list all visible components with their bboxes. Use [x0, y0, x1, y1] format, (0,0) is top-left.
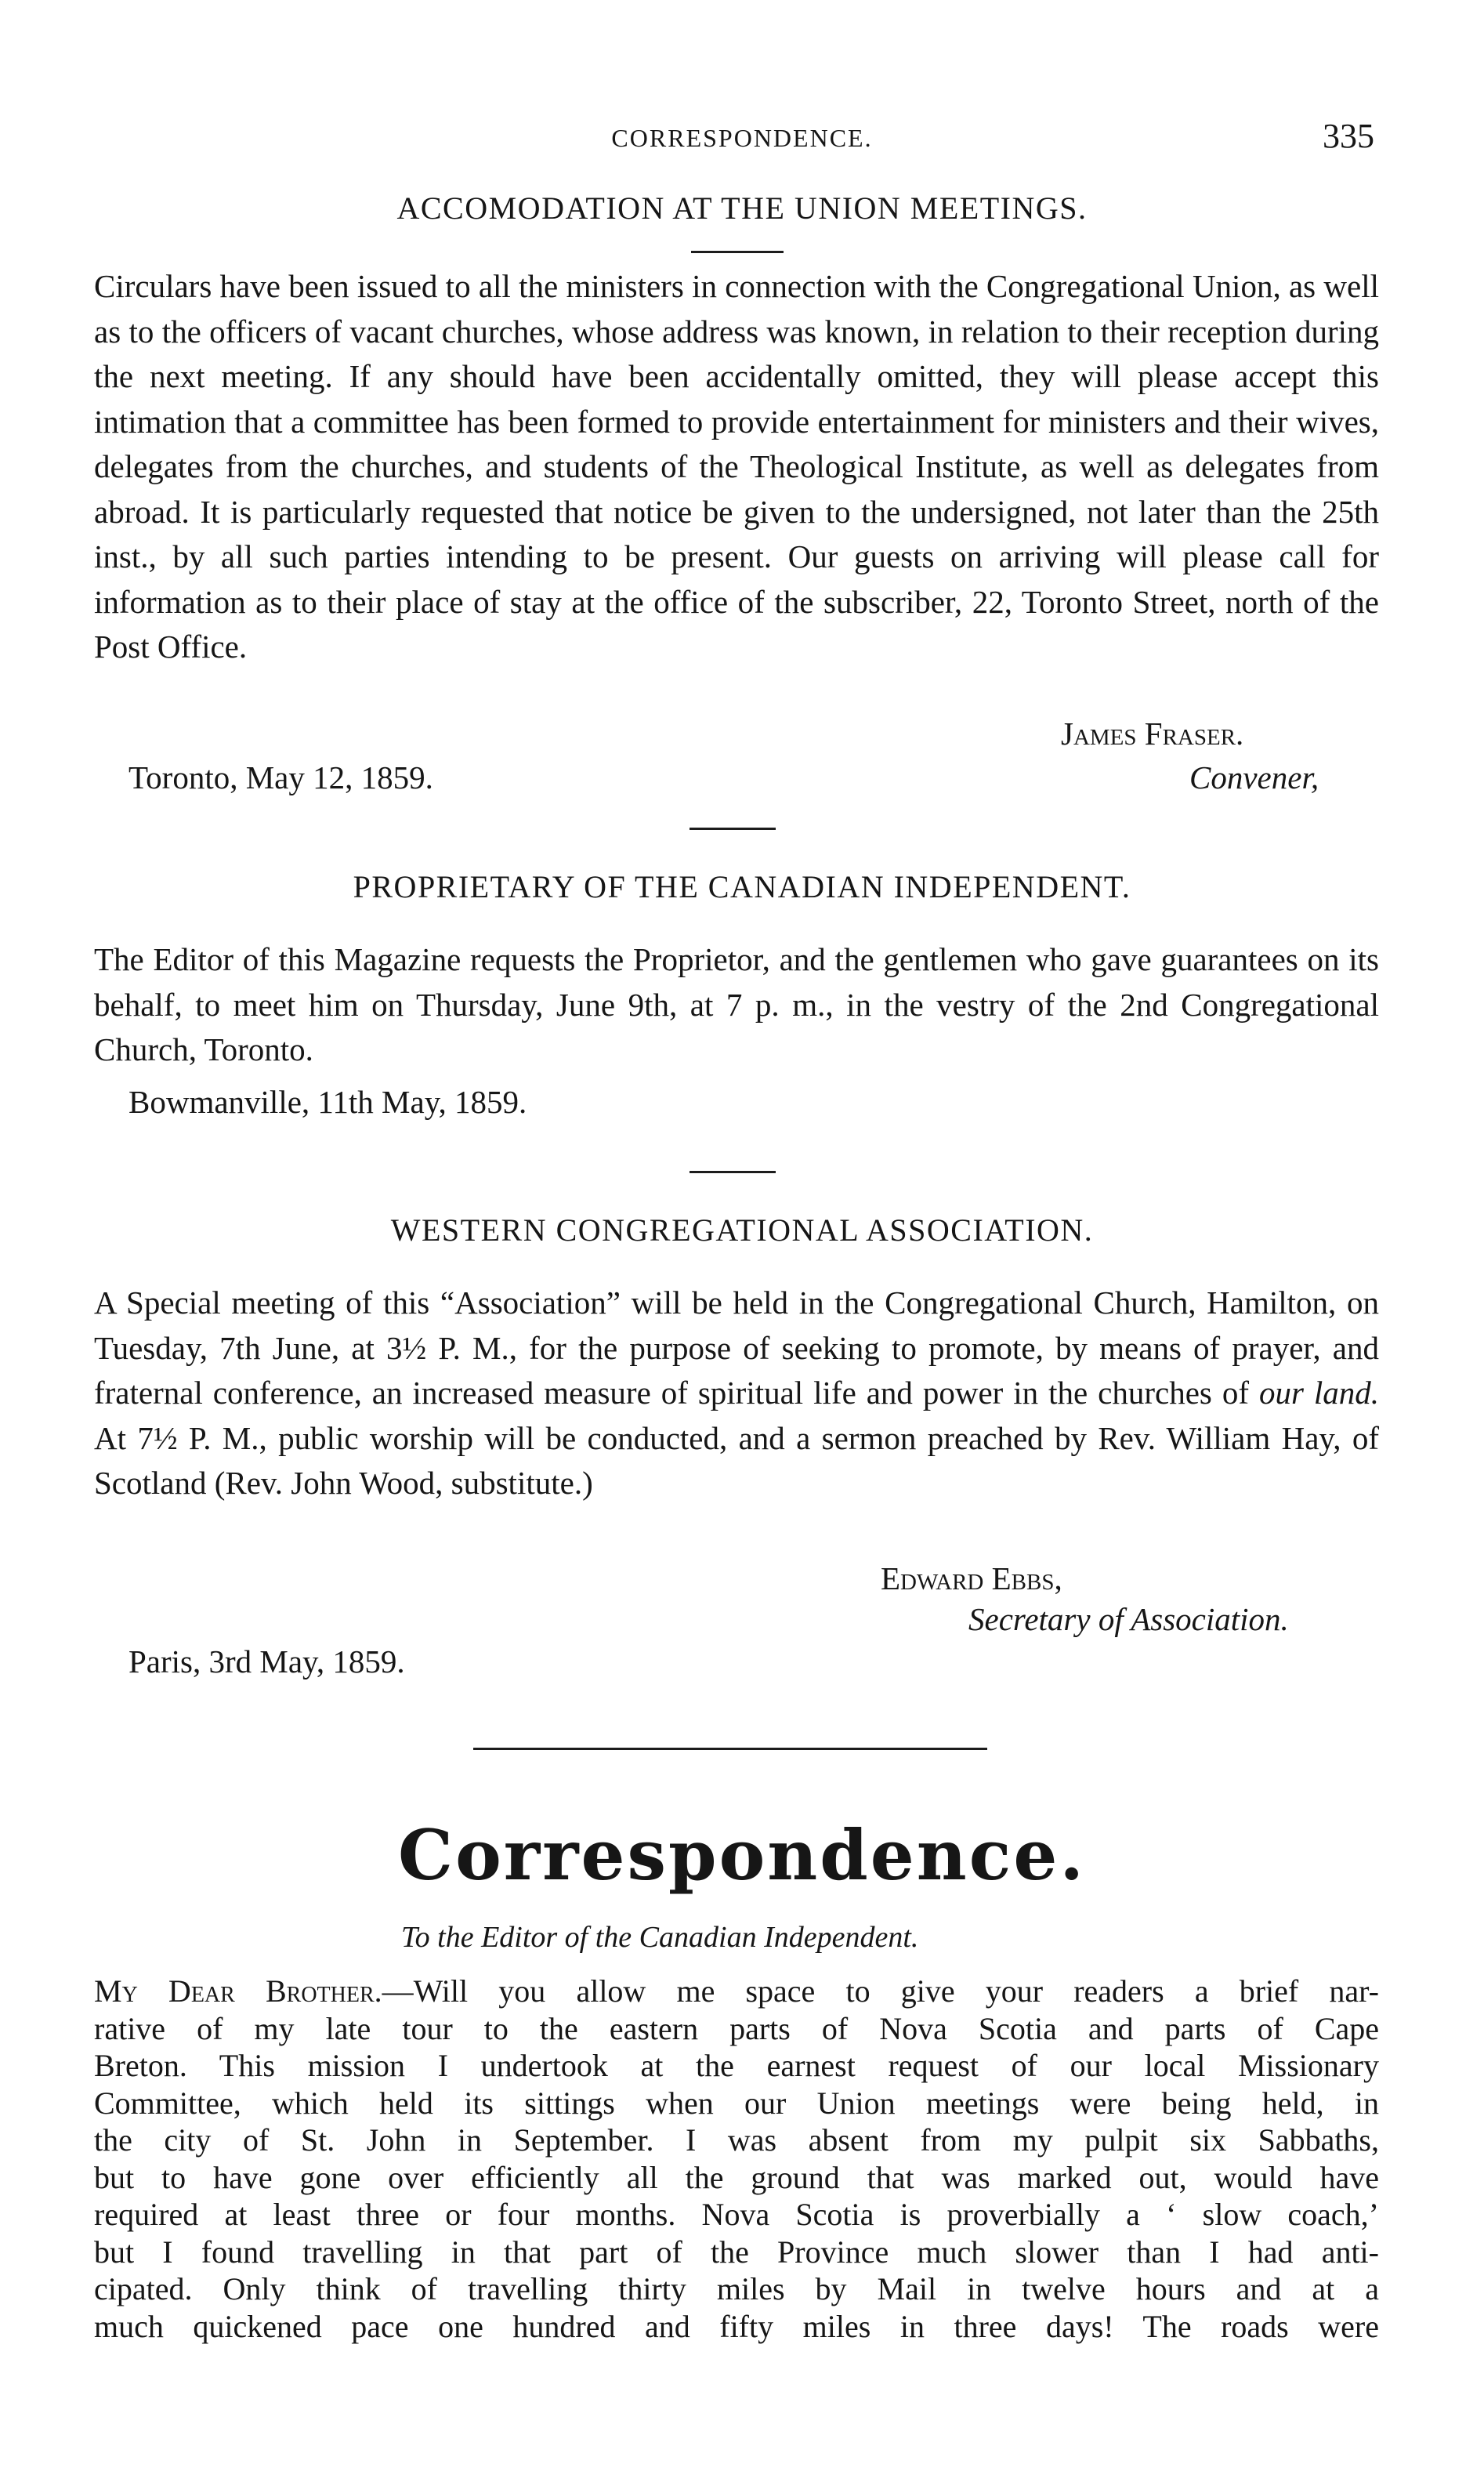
letter-line: but I found travelling in that part of the Province much slower than I had anti- — [94, 2234, 1379, 2270]
section-heading-accomodation: ACCOMODATION AT THE UNION MEETINGS. — [396, 190, 1088, 226]
running-title: CORRESPONDENCE. — [611, 124, 873, 152]
section-divider — [690, 828, 776, 830]
signature-name: Edward Ebbs, — [881, 1560, 1062, 1596]
running-head — [0, 116, 1484, 163]
letter-line: rative of my late tour to the eastern parts of Nova Scotia and parts of Cape — [94, 2010, 1379, 2046]
letter-line: the city of St. John in September. I was absent from my pulpit six Sabbaths, — [94, 2122, 1379, 2158]
page-number: 335 — [1323, 117, 1374, 155]
letter-line: My Dear Brother.—Will you allow me space to give your readers a brief nar- — [94, 1973, 1379, 2009]
letter-opening: My Dear Brother. — [94, 1973, 382, 2009]
correspondence-heading: Correspondence. — [398, 1814, 1086, 1896]
section-divider — [690, 1171, 776, 1173]
signature-name: James Fraser. — [1061, 716, 1244, 752]
section-body-accomodation: Circulars have been issued to all the ministers in connection with the Congregational Union, as well as to the officers of vacant churches, whose address was known, in relation to their reception during the next meeting. If any should have been accidentally omitted, they will please accept this intimation that a committee has been formed to provide entertainment for ministers and their wives, delegates from the churches, and students of the Theological Institute, as well as delegates from abroad. It is particularly requested that notice be given to the undersigned, not later than the 25th inst., by all such parties intending to be present. Our guests on arriving will please call for information as to their place of stay at the office of the subscriber, 22, Toronto Street, north of the Post Office. — [94, 268, 1379, 665]
signature-title: Secretary of Association. — [968, 1601, 1289, 1637]
place-date: Paris, 3rd May, 1859. — [128, 1643, 405, 1679]
place-date: Toronto, May 12, 1859. — [128, 759, 433, 795]
place-date: Bowmanville, 11th May, 1859. — [128, 1084, 527, 1120]
salutation: To the Editor of the Canadian Independent. — [401, 1921, 919, 1954]
letter-body — [94, 1973, 1379, 2345]
section-heading-western: WESTERN CONGREGATIONAL ASSOCIATION. — [390, 1212, 1094, 1248]
body-text: A Special meeting of this “Association” will be held in the Congregational Church, Hamilton, on Tuesday, 7th June, at 3½ P. M., for the purpose of seeking to promote, by means of prayer, and fraternal conference, an increased measure of spiritual life and power in the churches of — [94, 1284, 1379, 1411]
body-text: At 7½ P. M., public worship will be conducted, and a sermon preached by Rev. William Hay, of Scotland (Rev. John Wood, substitute.) — [94, 1419, 1379, 1501]
letter-line: Breton. This mission I undertook at the earnest request of our local Missionary — [94, 2048, 1379, 2083]
heading-rule — [691, 251, 784, 253]
signature-title: Convener, — [1189, 759, 1319, 795]
section-body-proprietary: The Editor of this Magazine requests the Proprietor, and the gentlemen who gave guarantees on its behalf, to meet him on Thursday, June 9th, at 7 p. m., in the vestry of the 2nd Congregational Church, Toronto. — [94, 941, 1379, 1067]
letter-line: cipated. Only think of travelling thirty miles by Mail in twelve hours and at a — [94, 2271, 1379, 2306]
letter-line: required at least three or four months. Nova Scotia is proverbially a ‘ slow coach,’ — [94, 2197, 1379, 2232]
letter-line: much quickened pace one hundred and fifty miles in three days! The roads were — [94, 2308, 1379, 2344]
letter-line: Committee, which held its sittings when our Union meetings were being held, in — [94, 2085, 1379, 2121]
section-body-western — [94, 1281, 1379, 1506]
letter-line: but to have gone over efficiently all the ground that was marked out, would have — [94, 2159, 1379, 2195]
long-divider — [473, 1748, 987, 1750]
section-heading-proprietary: PROPRIETARY OF THE CANADIAN INDEPENDENT. — [353, 869, 1131, 904]
body-italic: our land. — [1258, 1375, 1379, 1411]
